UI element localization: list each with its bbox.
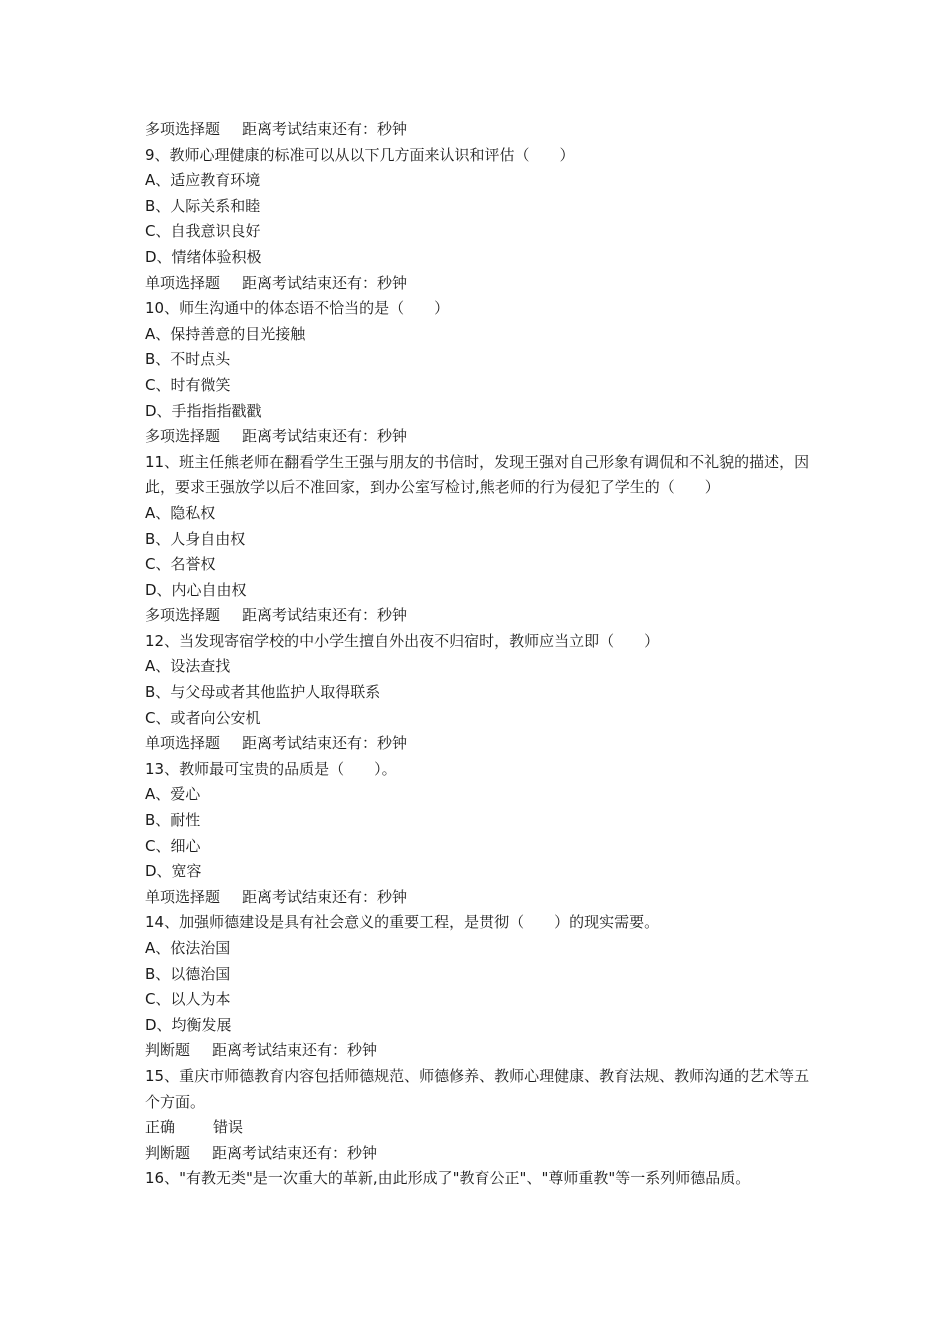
question-text: 10、师生沟通中的体态语不恰当的是（ ） [145, 299, 450, 318]
exam-page [145, 117, 810, 1192]
option[interactable]: C、时有微笑 [145, 375, 231, 394]
question-text: 15、重庆市师德教育内容包括师德规范、师德修养、教师心理健康、教育法规、教师沟通的艺术等五个方面。 [145, 1066, 810, 1111]
judge-false-option[interactable]: 错误 [213, 1118, 244, 1137]
question-type: 多项选择题 [145, 606, 221, 625]
question-text: 11、班主任熊老师在翻看学生王强与朋友的书信时，发现王强对自己形象有调侃和不礼貌的描述，因此，要求王强放学以后不准回家，到办公室写检讨,熊老师的行为侵犯了学生的（ ） [145, 452, 810, 497]
option[interactable]: A、适应教育环境 [145, 171, 261, 190]
question-text: 9、教师心理健康的标准可以从以下几方面来认识和评估（ ） [145, 145, 575, 164]
question-meta [145, 271, 810, 297]
question-meta [145, 603, 810, 629]
option[interactable]: B、耐性 [145, 811, 201, 830]
option[interactable]: C、自我意识良好 [145, 222, 261, 241]
option[interactable]: D、宽容 [145, 862, 202, 881]
question-meta [145, 1141, 810, 1167]
question-meta [145, 424, 810, 450]
exam-timer: 距离考试结束还有：秒钟 [242, 427, 408, 446]
option[interactable]: D、情绪体验积极 [145, 247, 262, 266]
option[interactable]: C、名誉权 [145, 555, 216, 574]
exam-timer: 距离考试结束还有：秒钟 [242, 273, 408, 292]
question-type: 多项选择题 [145, 120, 221, 138]
question-text: 16、"有教无类"是一次重大的革新,由此形成了"教育公正"、"尊师重教"等一系列师德品质。 [145, 1169, 751, 1188]
option[interactable]: B、以德治国 [145, 964, 231, 983]
question-type: 单项选择题 [145, 887, 221, 906]
exam-timer: 距离考试结束还有：秒钟 [242, 887, 408, 906]
option[interactable]: D、内心自由权 [145, 580, 247, 599]
option[interactable]: A、保持善意的目光接触 [145, 324, 306, 343]
exam-timer: 距离考试结束还有：秒钟 [242, 734, 408, 753]
exam-timer: 距离考试结束还有：秒钟 [242, 120, 408, 138]
option[interactable]: A、隐私权 [145, 503, 216, 522]
exam-timer: 距离考试结束还有：秒钟 [212, 1143, 378, 1162]
question-type: 单项选择题 [145, 273, 221, 292]
question-meta [145, 117, 810, 143]
exam-timer: 距离考试结束还有：秒钟 [242, 606, 408, 625]
question-meta [145, 731, 810, 757]
option[interactable]: D、均衡发展 [145, 1015, 232, 1034]
option[interactable]: C、细心 [145, 836, 201, 855]
option[interactable]: A、爱心 [145, 785, 201, 804]
option[interactable]: B、人际关系和睦 [145, 196, 261, 215]
judge-true-option[interactable]: 正确 [145, 1118, 176, 1137]
question-type: 单项选择题 [145, 734, 221, 753]
option[interactable]: B、与父母或者其他监护人取得联系 [145, 683, 381, 702]
judge-options [145, 1115, 810, 1141]
question-text: 14、加强师德建设是具有社会意义的重要工程，是贯彻（ ）的现实需要。 [145, 913, 660, 932]
option[interactable]: B、不时点头 [145, 350, 231, 369]
question-text: 12、当发现寄宿学校的中小学生擅自外出夜不归宿时，教师应当立即（ ） [145, 631, 660, 650]
question-meta [145, 1038, 810, 1064]
exam-timer: 距离考试结束还有：秒钟 [212, 1041, 378, 1060]
option[interactable]: B、人身自由权 [145, 529, 246, 548]
question-type: 判断题 [145, 1143, 191, 1162]
question-text: 13、教师最可宝贵的品质是（ ）。 [145, 759, 397, 778]
option[interactable]: C、或者向公安机 [145, 708, 261, 727]
question-type: 多项选择题 [145, 427, 221, 446]
question-meta [145, 885, 810, 911]
option[interactable]: A、设法查找 [145, 657, 231, 676]
option[interactable]: A、依法治国 [145, 939, 231, 957]
question-type: 判断题 [145, 1041, 191, 1060]
option[interactable]: C、以人为本 [145, 990, 231, 1009]
option[interactable]: D、手指指指戳戳 [145, 401, 262, 420]
